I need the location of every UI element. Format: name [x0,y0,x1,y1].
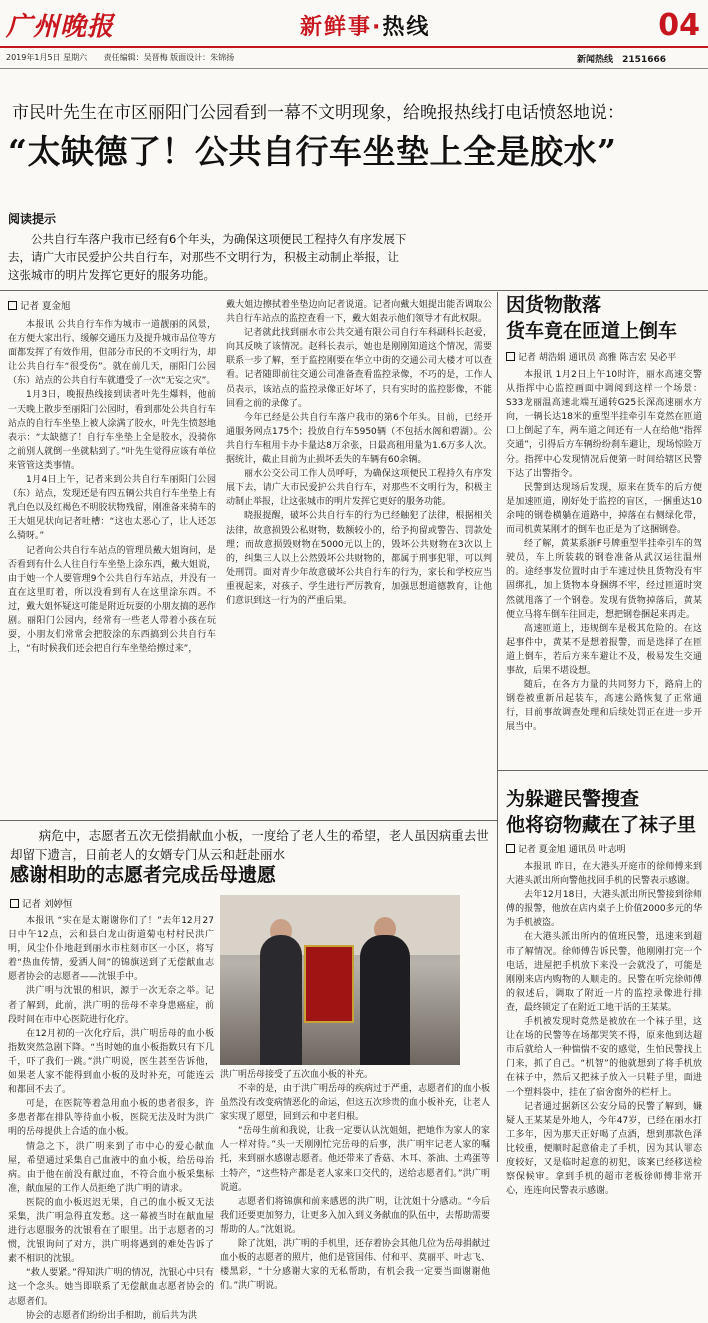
story3-headline-line2: 货车竟在匝道上倒车 [506,320,678,342]
paragraph: “救人要紧。”得知洪广明的情况，沈银心中只有这一个念头。她当即联系了无偿献血志愿者协会的志愿者们。 [8,1268,214,1307]
story2-column-1 [8,914,214,1321]
lead-byline: 记者 夏金旭 [8,298,71,312]
paragraph: 本报讯 公共自行车作为城市一道靓丽的风景，在方便大家出行、缓解交通压力及提升城市品位等方面都发挥了有效作用，但部分市民的不文明行为，却让公共自行车“很受伤”。就在前几天，丽阳门公园（东）站点的公共自行车就遭受了一次“无妄之灾”。 [8,320,216,387]
page-number: 04 [658,8,700,43]
story4-headline [506,786,696,838]
paragraph: 不幸的是，由于洪广明岳母的疾病过于严重，志愿者们的血小板虽然没有改变病情恶化的命运，但这五次珍贵的血小板补充，让老人家实现了愿望，回到云和中老归根。 [220,1084,491,1123]
paragraph: “岳母生前和我说，让我一定要认认沈姐姐，把她作为家人的家人一样对待。”头一天刚刚忙完岳母的后事，洪广明牢记老人家的嘱托，来到丽水感谢志愿者。他还带来了香菇、木耳、茶油、土鸡蛋等土特产，“这些特产都是老人家来口交代的，送给志愿者们。”洪广明说道。 [220,1126,491,1193]
paragraph: 记者就此找到丽水市公共交通有限公司自行车科副科长赵爱，向其反映了该情况。赵科长表示，她也是刚刚知道这个情况，需要联系一步了解，至于监控刚要在华立中街的交通公司大楼才可以查看。记者随即前往交通公司准备查看监控录像，不巧的是，工作人员表示，该站点的监控录像正好坏了，只有实时的监控影像，不能回看之前的录像了。 [226,328,492,409]
paragraph: 手机被发现时竟然是被放在一个袜子里，这让在场的民警等在场都哭笑不得，原来他到达超市后就给人一种惴惴不安的感觉，生怕民警找上门来，抓了自己。“机智”的他就想到了将手机放在袜子中，然后又把袜子放入一只鞋子里，面进一个塑料袋中，挂在了宿舍窗外的栏杆上。 [506,1017,702,1098]
paragraph: 可是，在医院等着急用血小板的患者很多，许多患者都在排队等待血小板，医院无法及时为洪广明的岳母提供上合适的血小板。 [8,1099,214,1138]
story2-headline: 感谢相助的志愿者完成岳母遗愿 [10,864,277,886]
byline-box-icon [506,352,515,361]
hotline-number: 2151666 [622,55,666,65]
story2-byline: 记者 刘婷恒 [10,896,73,910]
paragraph: 记者向公共自行车站点的管理员戴大姐询问，是否看到有什么人往自行车坐垫上涂东西，戴大姐说，由于她一个人要管理9个公共自行车站点，并没有一直在这里盯着，所以没看到有人在这里涂东西。不过，戴大姐怀疑这可能是附近玩耍的小朋友搞的恶作剧。丽阳门公园内，经常有一些老人带着小孩在玩耍，小朋友们常常会把胶涂的东西搞到公共自行车上，“有时候我们还会把自行车坐垫给擦过来”， [8,545,216,655]
paragraph: 晓报提醒，破坏公共自行车的行为已经触犯了法律，根据相关法律，故意损毁公私财物，数额较小的，给予拘留或警告、罚款处理；而故意损毁财物在5000元以上的，毁坏公共财物在3次以上的，纠集三人以上公然毁坏公共财物的，都属于刑事犯罪，可以判处刑罚。面对青少年故意破坏公共自行车的行为，家长和学校应当重视起来，对孩子、学生进行严厉教育，加强思想道德教育，让他们意识到这一行为的严重后果。 [226,511,492,606]
paragraph: 1月4日上午，记者来到公共自行车丽阳门公园（东）站点，发现还是有四五辆公共自行车坐垫上有乳白色以及红褐色不明胶状物残留，刚准备来骑车的王大姐见状向记者吐槽：“这也太恶心了，让人还怎么骑呀。” [8,475,216,542]
divider [498,770,708,771]
paragraph: 在大港头派出所内的值班民警，迅速来到超市了解情况。徐师傅告诉民警，他刚刚打完一个电话，进屋把手机放下来没一会就没了，可能是刚刚来店内购物的人顺走的。民警在听完徐师傅的叙述后，调取了附近一片的监控录像进行排查，最终锁定了在附近工地干活的王某某。 [506,932,702,1013]
story3-headline-line1: 因货物散落 [506,294,602,316]
paragraph: 民警到达现场后发现，原来在货车的后方便是加速匝道，刚好处于监控的盲区，一捆重达10余吨的钢卷横躺在道路中，掉落在右侧绿化带，而司机黄某刚才的倒车也正是为了这捆钢卷。 [506,482,702,536]
paragraph: 除了沈姐，洪广明的手机里，还存着协会其他几位为岳母捐献过血小板的志愿者的照片，他们是管国伟、付和平、莫丽平、叶志飞、楼黑彩，“十分感谢大家的无私帮助，有机会我一定要当面谢谢他们。”洪广明说。 [220,1239,491,1292]
lead-summary: 公共自行车落户我市已经有6个年头，为确保这项便民工程持久有序发展下去，请广大市民爱护公共自行车，对那些不文明行为，积极主动制止举报，让这张城市的明片发挥它更好的服务功能。 [8,232,407,282]
story4-byline: 记者 夏金旭 通讯员 叶志明 [506,842,626,855]
editor-credits: 责任编辑：吴晋梅 版面设计：朱锦扬 [103,53,235,62]
story3-byline: 记者 胡浩娟 通讯员 高雅 陈吉宏 吴必平 [506,350,676,363]
column-divider [497,292,498,1162]
story4-headline-line1: 为躲避民警搜查 [506,788,640,810]
paragraph: 志愿者们将锦旗和前来感恩的洪广明，让沈姐十分感动。“今后我们还要更加努力，让更多入加入到义务献血的队伍中，去帮助需要帮助的人。”沈姐说。 [220,1196,491,1235]
story4-headline-line2: 他将窃物藏在了袜子里 [506,814,697,836]
lead-subhead: 市民叶先生在市区丽阳门公园看到一幕不文明现象，给晚报热线打电话愤怒地说： [12,103,624,123]
issue-date: 2019年1月5日 星期六 [6,53,88,62]
section-separator: · [372,15,383,40]
lead-headline: “太缺德了！公共自行车坐垫上全是胶水” [8,132,617,171]
section-name: 新鲜事 [300,15,373,40]
story2-column-2 [220,1082,491,1292]
paragraph: 情急之下，洪广明来到了市中心的爱心献血屋，希望通过采集自己血液中的血小板，给岳母治病。由于他在前没有献过血，不符合血小板采集标准，献血屋的工作人员拒绝了洪广明的请求。 [8,1141,214,1194]
divider [0,290,708,291]
lead-column-2 [226,298,492,608]
paragraph: 经了解，黄某系浙F号牌重型半挂牵引车的驾驶员，车上所装载的钢卷准备从武汉运往温州的。途经事发位置时由于车速过快且货物没有牢固绑扎，加上货物本身捆绑不牢，经过匝道时突然就甩落了一个钢卷。发现有货物掉落后，黄某便立马将车倒车往回走，想把钢卷捆起来再走。 [506,539,702,620]
paragraph: 本报讯 昨日，在大港头开庭市的徐师傅来到大港头派出所向警他找回手机的民警表示感谢。 [506,862,702,887]
paragraph: 今年已经是公共自行车落户我市的第6个年头。目前，已经开通服务网点175个；投放自行车5950辆（不包括水阁和碧湖）。公共自行车租用卡办卡量达8万余张，日最高租用量为1.6万多人次。据统计，截止目前为止损坏丢失的车辆有60余辆。 [226,412,492,466]
paragraph: 协会的志愿者们纷纷出手相助，前后共为洪 [26,1310,198,1321]
paragraph: 1月3日，晚报热线接到读者叶先生爆料，他前一天晚上散步至丽阳门公园时，看到那处公共自行车站点的自行车坐垫上被人涂满了胶水，叶先生愤怒地表示：“太缺德了！自行车坐垫上全是胶水，没骑你之前别人就倒一坐就粘到了。”叶先生觉得应该有单位来管管这类事情。 [8,390,216,471]
section-name-b: 热线 [382,15,431,40]
paragraph: 丽水公交公司工作人员呼吁，为确保这项便民工程持久有序发展下去，请广大市民爱护公共自行车，对那些不文明行为，积极主动制止举报，让这张城市的明片发挥它更好的服务功能。 [226,469,492,508]
section-title [300,10,430,41]
photo-caption: 洪广明岳母接受了五次血小板的补充。 [220,1070,374,1080]
paragraph: 去年12月18日，大港头派出所民警接到徐师傅的报警，他放在店内桌子上价值2000多元的华为手机被盗。 [506,890,702,929]
lead-column-1 [8,318,216,656]
hotline [577,52,666,65]
ceremony-photo [220,895,460,1065]
story3-body [506,368,702,758]
story4-body [506,860,702,1197]
paragraph: 在12月初的一次化疗后，洪广明岳母的血小板指数突然急剧下降。“当时她的血小板指数只有下几千，吓了我们一跳。”洪广明说，医生甚至告诉他，如果老人家不能得到血小板的及时补充，可能连云和都回不去了。 [8,1028,214,1096]
byline-box-icon [506,844,515,853]
paragraph: 戴大姐边擦拭着坐垫边向记者说道。记者向戴大姐提出能否调取公共自行车站点的监控查看一下，戴大姐表示他们领导才有此权限。 [226,300,492,325]
paragraph: 医院的血小板迟迟无果，自己的血小板又无法采集，洪广明急得直发愁。这一幕被当时在献血屋进行志愿服务的沈银看在了眼里。出于志愿者的习惯，沈银询问了对方，洪广明将遇到的难处告诉了素不相识的沈银。 [8,1197,214,1265]
story3-headline [506,292,677,344]
silk-banner [304,945,354,1023]
byline-box-icon [10,899,19,908]
paragraph: 随后，在各方力量的共同努力下，路肩上的钢卷被重新吊起装车，高速公路恢复了正常通行，目前事故调查处理和后续处罚正在进一步开展当中。 [506,680,702,733]
paragraph: 记者通过据新区公安分局的民警了解到，嫌疑人王某某是外地人，今年47岁，已经在丽水打工多年，因为那天正好喝了点酒，想到那款色泽比较重，便顺时起意偷走了手机，因为其认罪态度较好，又是临时起意的初犯，该案已经移送检察保候审。拿到手机的超市老板徐师傅非常开心，连连向民警表示感谢。 [506,1101,702,1197]
paragraph: 本报讯 1月2日上午10时许，丽水高速交警从指挥中心监控画面中调阅到这样一个场景：S33龙丽温高速北端互通转G25长深高速丽水方向，一辆长达18米的重型半挂牵引车竟然在匝道口上倒起了车，两车道之间还有一人在给他“指挥交通”，引得后方车辆纷纷刹车避让，现场惊险万分。指挥中心发现情况后便第一时间给辖区民警下达了出警指令。 [506,370,702,479]
divider [0,820,497,821]
newspaper-logo: 广州晚报 [6,12,115,42]
paragraph: 洪广明与沈银的相识，源于一次无奈之举。记者了解到，此前，洪广明的岳母不幸身患癌症，前段时间在市中心医院进行化疗。 [8,986,214,1025]
read-label: 阅读提示 [8,212,57,226]
hotline-label: 新闻热线 [577,55,614,65]
info-rule [0,68,708,69]
paragraph: 本报讯 “实在是太谢谢你们了！”去年12月27日中午12点，云和县白龙山街道菊屯村村民洪广明，风尘仆仆地赶到丽水市柱刻市区一小区，将写着“热血传情，爱洒人间”的锦旗送到了无偿献血志愿者协会的志愿者——沈银手中。 [8,916,214,983]
byline-box-icon [8,301,17,310]
story2-lead: 病危中，志愿者五次无偿捐献血小板，一度给了老人生的希望，老人虽因病重去世却留下遗言，日前老人的女婿专门从云和赶赴丽水 [10,828,489,862]
masthead-rule [0,46,708,48]
paragraph: 高速匝道上，违规倒车是极其危险的。在这起事件中，黄某不是想着报警，而是选择了在匝道上倒车，若后方来车避让不及，极易发生交通事故，后果不堪设想。 [506,623,702,676]
